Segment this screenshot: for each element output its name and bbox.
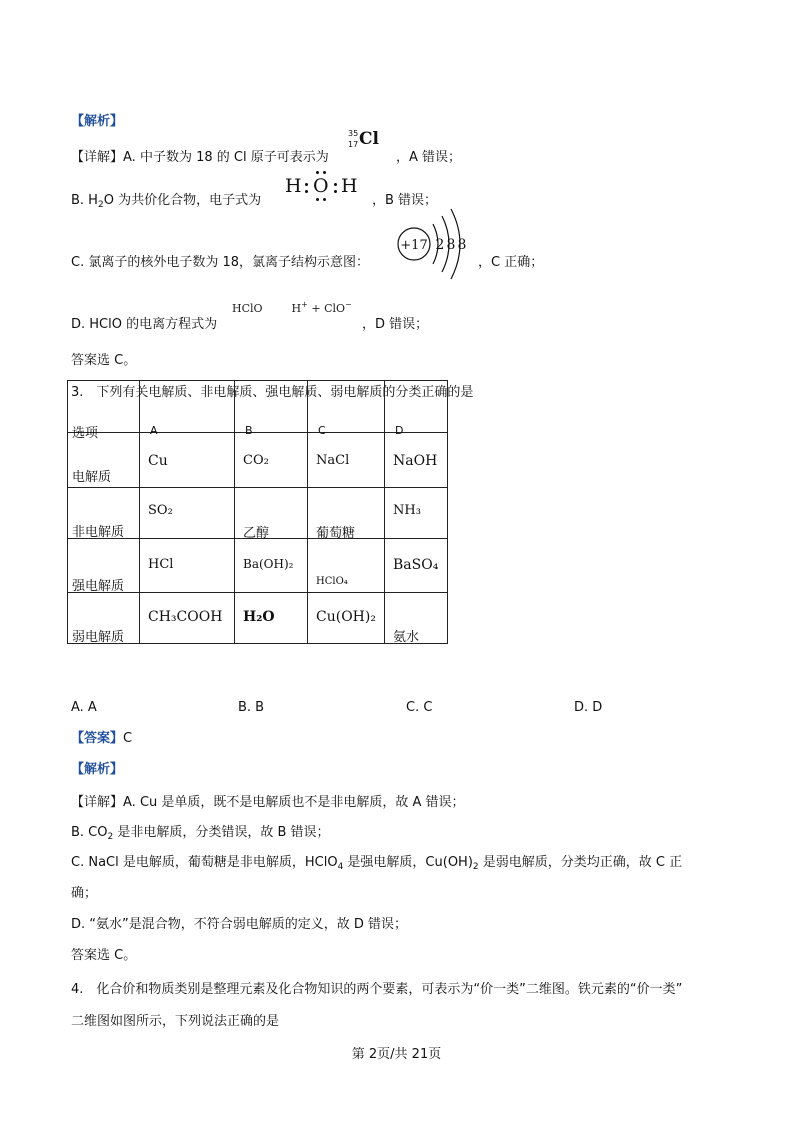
header-label: 选项 bbox=[72, 426, 99, 441]
table-row bbox=[68, 488, 448, 539]
table-cell: NaOH bbox=[393, 453, 438, 469]
table-cell: BaSO₄ bbox=[393, 557, 439, 573]
analysis-label-2: 【解析】 bbox=[71, 762, 124, 777]
question-4-line-2: 二维图如图所示，下列说法正确的是 bbox=[71, 1014, 280, 1029]
header-col-d: D bbox=[395, 424, 404, 437]
answer-line-2: 答案选 C。 bbox=[71, 948, 137, 963]
table-cell: NaCl bbox=[316, 453, 350, 468]
row-label: 弱电解质 bbox=[72, 630, 125, 645]
table-cell: SO₂ bbox=[148, 503, 173, 518]
detail-line-b: B. $H_2O$ 为共价化合物，电子式为 bbox=[71, 193, 262, 210]
shell-2: 8 bbox=[446, 237, 456, 253]
explain-a: 【详解】A. Cu 是单质，既不是电解质也不是非电解质，故 A 错误； bbox=[71, 795, 465, 810]
shell-3: 8 bbox=[457, 237, 467, 253]
table-row bbox=[68, 433, 448, 488]
option-b: B. B bbox=[238, 700, 265, 715]
nuclide-symbol bbox=[348, 127, 388, 153]
detail-a-text: A. 中子数为 18 的 Cl 原子可表示为 bbox=[123, 150, 329, 165]
option-d: D. D bbox=[574, 700, 603, 715]
answer-row bbox=[71, 731, 132, 747]
ef-o: O bbox=[313, 175, 329, 197]
table-row bbox=[68, 593, 448, 644]
chloride-ion-diagram bbox=[395, 206, 475, 282]
answer-value: C bbox=[123, 731, 133, 746]
table-cell: CO₂ bbox=[243, 453, 269, 468]
nuclide-element: Cl bbox=[359, 129, 379, 149]
nuclide-mass: 35 bbox=[348, 129, 359, 138]
detail-b-end: ，B 错误； bbox=[372, 193, 438, 208]
page-footer: 第 2页/共 21页 bbox=[351, 1047, 442, 1062]
detail-d-end: ，D 错误； bbox=[362, 317, 429, 332]
question-4-line-1: 4. 化合价和物质类别是整理元素及化合物知识的两个要素，可表示为“价一类”二维图。铁元素的“价一类” bbox=[71, 982, 683, 997]
classification-table bbox=[67, 380, 448, 644]
table-cell: Ba(OH)₂ bbox=[243, 557, 294, 571]
header-col-c: C bbox=[318, 424, 326, 437]
table-cell: 乙醇 bbox=[243, 526, 270, 541]
ion-nucleus: +17 bbox=[400, 238, 428, 253]
header-col-b: B bbox=[245, 424, 253, 437]
table-cell: HCl bbox=[148, 557, 174, 572]
detail-a-end: ，A 错误； bbox=[396, 150, 462, 165]
table-cell: HClO₄ bbox=[316, 576, 348, 587]
option-c: C. C bbox=[406, 700, 433, 715]
table-cell: 葡萄糖 bbox=[316, 526, 356, 541]
detail-line-d: D. HClO 的电离方程式为 bbox=[71, 317, 218, 332]
table-cell: NH₃ bbox=[393, 503, 421, 518]
ionization-equation: HClO H+ + ClO− bbox=[232, 300, 352, 315]
ef-h-right: H bbox=[341, 175, 358, 197]
explain-d: D. “氨水”是混合物，不符合弱电解质的定义，故 D 错误； bbox=[71, 917, 408, 932]
explain-c-cont: 确； bbox=[71, 886, 98, 901]
row-label: 非电解质 bbox=[72, 525, 125, 540]
detail-line-a bbox=[71, 150, 329, 166]
table-cell: 氨水 bbox=[393, 630, 420, 645]
table-cell: Cu bbox=[148, 453, 168, 469]
header-col-a: A bbox=[150, 424, 158, 437]
detail-prefix: 【详解】 bbox=[71, 150, 124, 165]
explain-c: C. NaCl 是电解质，葡萄糖是非电解质，HClO$_4$ 是强电解质，$Cu(OH)_2$ 是弱电解质，分类均正确，故 C 正 bbox=[71, 855, 683, 872]
table-row bbox=[68, 539, 448, 593]
answer-line-1: 答案选 C。 bbox=[71, 353, 137, 368]
table-header-row bbox=[68, 381, 448, 433]
option-a: A. A bbox=[71, 700, 97, 715]
analysis-label: 【解析】 bbox=[71, 114, 124, 129]
detail-line-c: C. 氯离子的核外电子数为 18，氯离子结构示意图： bbox=[71, 255, 370, 270]
electron-formula bbox=[283, 166, 363, 206]
nuclide-z: 17 bbox=[348, 140, 359, 149]
shell-1: 2 bbox=[435, 237, 445, 253]
answer-label: 【答案】 bbox=[71, 731, 124, 746]
table-cell: CH₃COOH bbox=[148, 609, 223, 625]
row-label: 强电解质 bbox=[72, 579, 125, 594]
row-label: 电解质 bbox=[72, 470, 112, 485]
detail-c-end: ，C 正确； bbox=[478, 255, 544, 270]
question-3: 3. 下列有关电解质、非电解质、强电解质、弱电解质的分类正确的是 bbox=[71, 385, 474, 400]
explain-b: B. $CO_2$ 是非电解质，分类错误，故 B 错误； bbox=[71, 825, 330, 842]
table-cell: H₂O bbox=[243, 609, 275, 625]
ef-h-left: H bbox=[285, 175, 302, 197]
table-cell: Cu(OH)₂ bbox=[316, 609, 376, 625]
